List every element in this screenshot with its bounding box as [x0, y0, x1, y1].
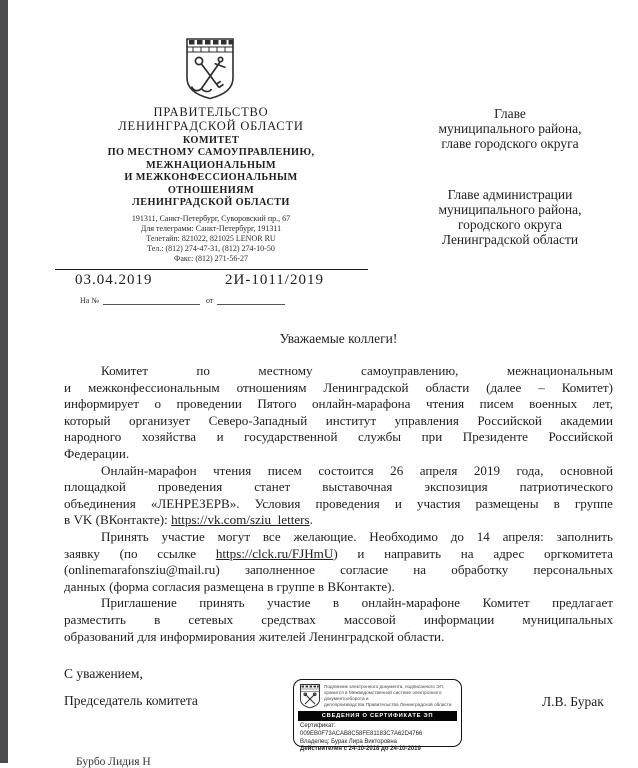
ref-na-blank	[103, 296, 200, 305]
body-line	[64, 512, 613, 529]
body-line	[64, 546, 613, 563]
recipient-block-1	[385, 106, 635, 151]
executor-name-partial: Бурбо Лидия Н	[76, 756, 151, 768]
body-line: Комитет по местному самоуправлению, межнациональным	[101, 363, 613, 378]
recipient-line: городского округа	[457, 217, 563, 232]
paragraph-2	[64, 463, 613, 529]
body-line: объединения «ЛЕНРЕЗЕРВ». Условия проведения и участия размещены в группе	[64, 495, 613, 511]
org-name-line: ПРАВИТЕЛЬСТВО	[153, 105, 269, 119]
committee-name-line: ЛЕНИНГРАДСКОЙ ОБЛАСТИ	[132, 197, 290, 209]
fax-line: Факс: (812) 271-56-27	[174, 254, 248, 264]
contact-block	[55, 214, 367, 264]
signer-title: Председатель комитета	[64, 693, 198, 708]
body-line: образований для информирования жителей Ленинградской области.	[64, 628, 445, 644]
ref-na-label: На №	[80, 296, 99, 305]
application-form-link[interactable]: https://clck.ru/FJHmU	[215, 545, 334, 561]
org-name-line: ЛЕНИНГРАДСКОЙ ОБЛАСТИ	[118, 119, 304, 133]
committee-name	[55, 135, 367, 209]
recipient-line: муниципального района,	[438, 202, 582, 217]
body-line: Принять участие могут все желающие. Необходимо до 14 апреля: заполнить	[101, 528, 613, 544]
letterhead-rule	[55, 269, 368, 270]
stamp-notice	[324, 684, 456, 707]
letter-date: 03.04.2019	[75, 272, 153, 288]
recipient-line: муниципального района,	[438, 121, 582, 136]
ref-ot-blank	[217, 296, 285, 305]
letterhead	[55, 105, 367, 264]
ref-ot-label: от	[205, 296, 214, 305]
committee-name-line: ПО МЕСТНОМУ САМОУПРАВЛЕНИЮ,	[107, 147, 315, 159]
phone-line: Тел.: (812) 274-47-31, (812) 274-10-50	[147, 244, 275, 254]
body-line: и межконфессиональным отношениям Ленинградской области (далее – Комитет)	[64, 379, 613, 395]
body-line: (onlinemarafonsziu@mail.ru) заполненное согласие на обработку персональных	[64, 562, 613, 578]
reference-row	[55, 296, 368, 305]
stamp-header	[294, 680, 461, 710]
vk-group-link[interactable]: https://vk.com/sziu_letters	[171, 512, 310, 528]
stamp-notice-line: Подлинник электронного документа, подписанного ЭП,	[324, 684, 445, 690]
stamp-coat-of-arms-icon	[299, 683, 321, 709]
salutation: Уважаемые коллеги!	[279, 331, 398, 346]
stamp-certificate-details	[294, 721, 461, 755]
body-line: информирует о проведении Пятого онлайн-марафона чтения писем военных лет,	[64, 396, 613, 412]
stamp-notice-line: хранится в Межведомственной системе электронного документооборота и	[324, 690, 442, 701]
body-text: заявку (по ссылке	[64, 545, 216, 561]
paragraph-3	[64, 529, 613, 595]
body-text: .	[309, 512, 313, 528]
certificate-number: Сертификат: 009EB0F73ACAB8C58FE81183C7A62D4766	[300, 723, 423, 737]
recipient-block-2	[385, 187, 635, 247]
committee-name-line: ОТНОШЕНИЯМ	[167, 184, 255, 196]
body-text: ) и направить на адрес оргкомитета	[333, 545, 613, 561]
body-line: данных (форма согласия размещена в группе в ВКонтакте).	[64, 578, 395, 594]
body-line: Приглашение принять участие в онлайн-марафоне Комитет предлагает	[101, 595, 613, 611]
coat-of-arms-icon	[184, 36, 236, 100]
recipient-line: главе городского округа	[441, 136, 579, 151]
telegram-line: Для телеграмм: Санкт-Петербург, 191311	[140, 224, 282, 234]
body-line: Федерации.	[64, 445, 130, 461]
paragraph-4	[64, 595, 613, 645]
body-line: народного хозяйства и государственной службы при Президенте Российской	[64, 429, 613, 445]
body-line: Онлайн-марафон чтения писем состоится 26 апреля 2019 года, основной	[101, 462, 613, 478]
recipients-block	[385, 106, 635, 247]
closing-phrase: С уважением,	[64, 666, 143, 681]
recipient-line: Главе администрации	[447, 187, 573, 202]
e-signature-stamp	[293, 679, 462, 753]
body-line: площадкой проведения станет выставочная экспозиция патриотического	[64, 479, 613, 495]
recipient-line: Главе	[494, 106, 526, 121]
signer-name: Л.В. Бурак	[542, 694, 604, 709]
body-line: разместить в сетевых средствах массовой информации муниципальных	[64, 611, 613, 627]
stamp-notice-line: делопроизводства Правительства Ленинградской области	[324, 701, 452, 707]
certificate-owner: Владелец: Бурак Лира Викторовна	[300, 738, 397, 745]
committee-name-line: И МЕЖКОНФЕССИОНАЛЬНЫМ	[124, 172, 298, 184]
paragraph-1	[64, 363, 613, 463]
scan-edge-bar	[0, 0, 8, 763]
recipient-line: Ленинградской области	[441, 232, 579, 247]
teletype-line: Телетайп: 821022, 821025 LENOR RU	[146, 234, 276, 244]
committee-name-line: МЕЖНАЦИОНАЛЬНЫМ	[145, 159, 276, 171]
body-text: в VK (ВКонтакте):	[64, 512, 172, 528]
letter-body	[64, 331, 613, 645]
stamp-certificate-banner: СВЕДЕНИЯ О СЕРТИФИКАТЕ ЭП	[298, 711, 457, 721]
committee-name-line: КОМИТЕТ	[182, 135, 240, 146]
body-line: который организует Северо-Западный институт управления Российской академии	[64, 412, 613, 428]
certificate-validity: Действителен с 24-10-2018 до 24-10-2019	[300, 746, 421, 753]
address-line: 191311, Санкт-Петербург, Суворовский пр., 67	[131, 214, 291, 224]
letter-number: 2И-1011/2019	[225, 272, 324, 288]
